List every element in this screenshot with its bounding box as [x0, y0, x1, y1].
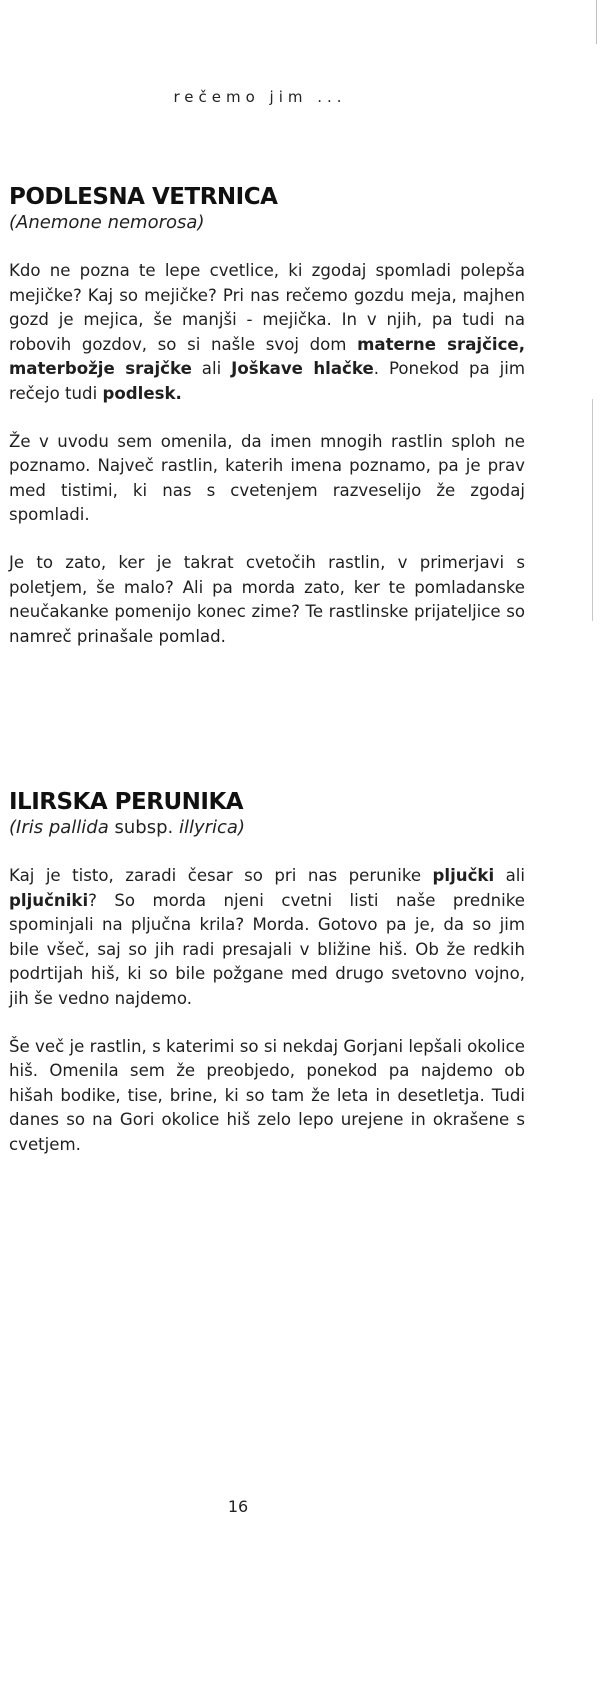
section-ilirska-perunika [9, 788, 525, 1158]
paragraph: Je to zato, ker je takrat cvetočih rastlin, v primerjavi s poletjem, še malo? Ali pa morda zato, ker te pomladanske neučakanke pomenijo konec zime? Te rastlinske prijateljice so namreč prinašale pomlad. [9, 552, 525, 646]
section-podlesna-vetrnica [9, 183, 525, 649]
paragraph: Še več je rastlin, s katerimi so si nekdaj Gorjani lepšali okolice hiš. Omenila sem že preobjedo, ponekod pa najdemo ob hišah bodike, tise, brine, ki so tam že leta in desetletja. Tudi danes so na Gori okolice hiš zelo lepo urejene in okrašene s cvetjem. [9, 1036, 525, 1154]
section-title: ILIRSKA PERUNIKA [9, 789, 244, 815]
section-title: PODLESNA VETRNICA [9, 184, 278, 210]
paragraph: Kdo ne pozna te lepe cvetlice, ki zgodaj spomladi polepša mejičke? Kaj so mejičke? Pri nas rečemo gozdu meja, majhen gozd je mejica, še manjši - mejička. In v njih, pa tudi na robovih gozdov, so si našle svoj dom materne srajčice, materbožje srajčke ali Joškave hlačke. Ponekod pa jim rečejo tudi podlesk. [9, 261, 525, 403]
scan-margin-line [592, 399, 593, 621]
page-number: 16 [227, 1497, 249, 1516]
paragraph: Že v uvodu sem omenila, da imen mnogih rastlin sploh ne poznamo. Največ rastlin, katerih imena poznamo, pa je prav med tistimi, ki nas s cvetenjem razveselijo že zgodaj spomladi. [9, 431, 525, 525]
paragraph: Kaj je tisto, zaradi česar so pri nas perunike pljučki ali pljučniki? So morda njeni cvetni listi naše prednike spominjali na pljučna krila? Morda. Gotovo pa je, da so jim bile všeč, saj so jih radi presajali v bližine hiš. Ob že redkih podrtijah hiš, ki so bile požgane med drugo svetovno vojno, jih še vedno najdemo. [9, 866, 525, 1008]
running-head: rečemo jim ... [173, 88, 347, 106]
scan-edge-mark [596, 0, 597, 44]
latin-name: (Anemone nemorosa) [9, 212, 205, 233]
latin-name: (Iris pallida subsp. illyrica) [9, 817, 245, 838]
